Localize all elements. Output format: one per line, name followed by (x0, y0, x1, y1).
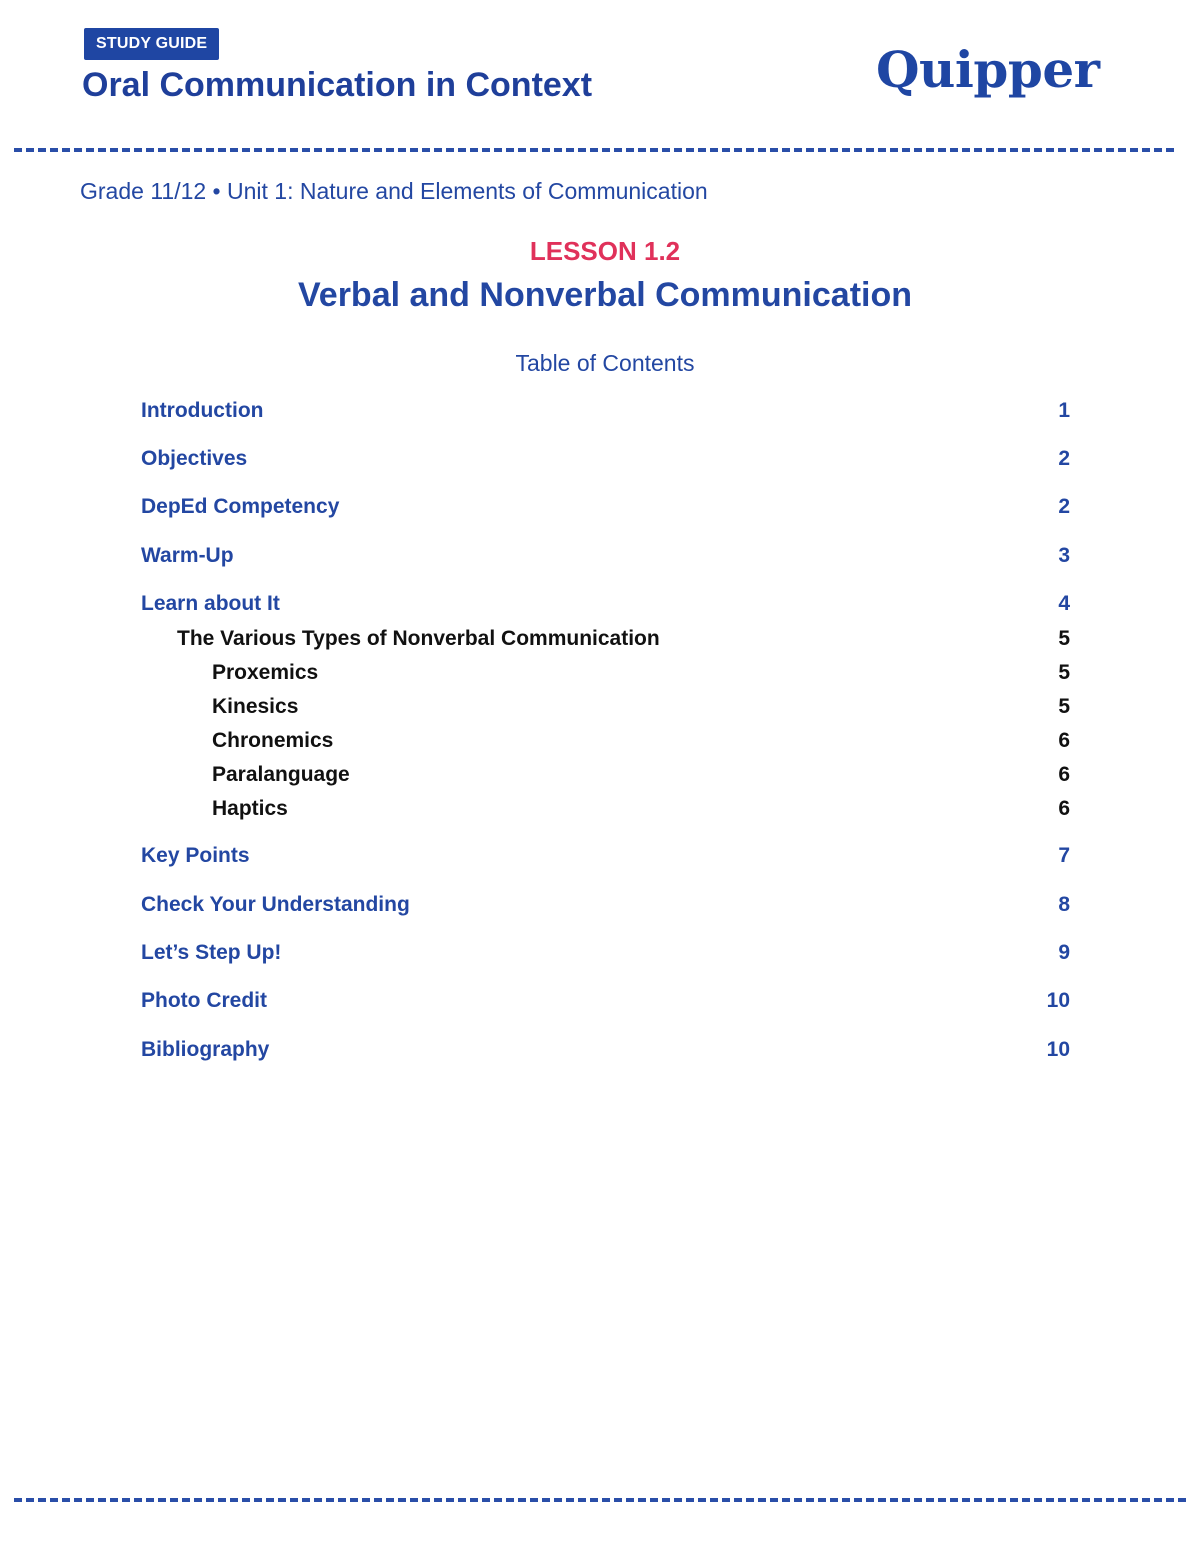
toc-entry-label: Objectives (141, 447, 248, 470)
toc-entry-page: 5 (1058, 661, 1070, 684)
toc-heading: Table of Contents (515, 350, 695, 376)
toc-entry-page: 10 (1046, 1038, 1070, 1061)
toc-entry-label: Warm-Up (141, 544, 234, 567)
toc-entry-page: 5 (1058, 695, 1070, 718)
toc-entry-objectives[interactable] (0, 444, 1200, 474)
toc-entry-page: 2 (1058, 447, 1070, 470)
toc-entry-page: 2 (1058, 495, 1070, 518)
toc-entry-check-your-understanding[interactable] (0, 890, 1200, 920)
toc-entry-kinesics[interactable] (0, 692, 1200, 722)
bottom-divider (14, 1498, 1186, 1502)
toc-entry-page: 10 (1046, 989, 1070, 1012)
lesson-title: Verbal and Nonverbal Communication (297, 276, 912, 314)
toc-entry-page: 3 (1058, 544, 1070, 567)
toc-entry-key-points[interactable] (0, 841, 1200, 871)
toc-entry-label: Photo Credit (141, 989, 267, 1012)
toc-entry-bibliography[interactable] (0, 1035, 1200, 1065)
toc-entry-photo-credit[interactable] (0, 986, 1200, 1016)
toc-entry-label: Paralanguage (212, 763, 350, 786)
toc-entry-page: 4 (1058, 592, 1070, 615)
subject-title: Oral Communication in Context (82, 66, 593, 104)
toc-entry-lets-step-up[interactable] (0, 938, 1200, 968)
toc-entry-paralanguage[interactable] (0, 760, 1200, 790)
toc-entry-page: 7 (1058, 844, 1070, 867)
toc-entry-proxemics[interactable] (0, 658, 1200, 688)
toc-entry-label: Haptics (212, 797, 288, 820)
toc-entry-page: 9 (1058, 941, 1070, 964)
study-guide-badge: STUDY GUIDE (84, 28, 219, 60)
toc-entry-label: Learn about It (141, 592, 280, 615)
toc-entry-label: The Various Types of Nonverbal Communication (177, 627, 660, 650)
unit-line: Grade 11/12 • Unit 1: Nature and Elements of Communication (80, 178, 708, 204)
toc-entry-page: 1 (1058, 399, 1070, 422)
toc-entry-label: DepEd Competency (141, 495, 340, 518)
toc-entry-label: Chronemics (212, 729, 334, 752)
toc-entry-deped-competency[interactable] (0, 492, 1200, 522)
toc-entry-page: 6 (1058, 763, 1070, 786)
toc-entry-label: Kinesics (212, 695, 299, 718)
toc-entry-label: Let’s Step Up! (141, 941, 282, 964)
toc-entry-warm-up[interactable] (0, 541, 1200, 571)
toc-entry-page: 6 (1058, 797, 1070, 820)
toc-entry-learn-about-it[interactable] (0, 589, 1200, 619)
toc-entry-page: 5 (1058, 627, 1070, 650)
toc-entry-chronemics[interactable] (0, 726, 1200, 756)
top-divider (14, 148, 1174, 152)
toc-entry-introduction[interactable] (0, 396, 1200, 426)
toc-entry-label: Introduction (141, 399, 264, 422)
toc-entry-page: 6 (1058, 729, 1070, 752)
lesson-label: LESSON 1.2 (529, 236, 681, 266)
toc-entry-label: Proxemics (212, 661, 319, 684)
toc-entry-page: 8 (1058, 893, 1070, 916)
toc-entry-label: Bibliography (141, 1038, 270, 1061)
toc-entry-label: Key Points (141, 844, 250, 867)
toc-entry-types-of-nonverbal[interactable] (0, 624, 1200, 654)
quipper-logo: Quipper (876, 40, 1100, 99)
toc-entry-label: Check Your Understanding (141, 893, 410, 916)
toc-entry-haptics[interactable] (0, 794, 1200, 824)
